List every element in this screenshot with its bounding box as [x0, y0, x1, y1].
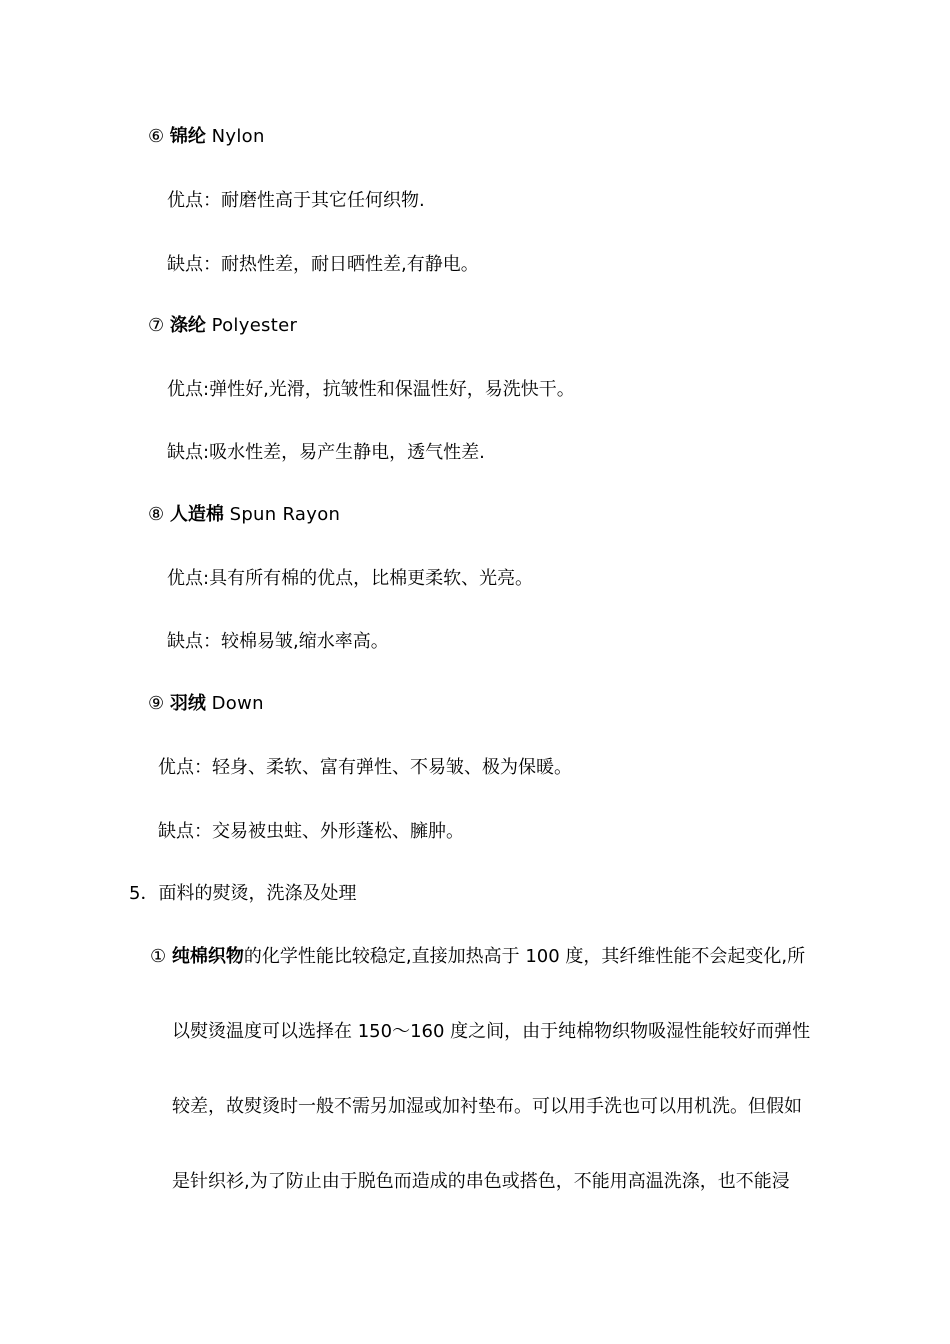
- pros-text: 优点：耐磨性高于其它任何织物.: [167, 190, 425, 211]
- cons-text: 缺点:吸水性差，易产生静电，透气性差.: [167, 442, 485, 463]
- section-number: ⑦: [148, 315, 165, 336]
- paragraph-line-1-text: 的化学性能比较稳定,直接加热高于 100 度，其纤维性能不会起变化,所: [243, 946, 806, 967]
- section-number: ⑧: [148, 504, 165, 525]
- fabric-name-cn: 人造棉: [169, 504, 224, 525]
- section-heading-nylon: [148, 125, 265, 149]
- paragraph-bold-term: 纯棉织物: [171, 946, 244, 967]
- pros-text: 优点：轻身、柔软、富有弹性、不易皱、极为保暖。: [158, 757, 572, 778]
- fabric-name-en: Down: [211, 693, 264, 714]
- section-number: ⑨: [148, 693, 165, 714]
- section-heading-down: [148, 692, 264, 716]
- fabric-name-en: Polyester: [211, 315, 298, 336]
- paragraph-line-2: 以熨烫温度可以选择在 150～160 度之间，由于纯棉物织物吸湿性能较好而弹性: [172, 1021, 811, 1042]
- section-heading-spun-rayon: [148, 503, 340, 527]
- fabric-name-en: Nylon: [211, 126, 265, 147]
- paragraph-number: ①: [150, 946, 167, 967]
- cons-text: 缺点：较棉易皱,缩水率高。: [167, 631, 389, 652]
- fabric-name-en: Spun Rayon: [229, 504, 341, 525]
- pros-text: 优点:弹性好,光滑，抗皱性和保温性好，易洗快干。: [167, 379, 575, 400]
- fabric-name-cn: 羽绒: [169, 693, 206, 714]
- section-number: ⑥: [148, 126, 165, 147]
- fabric-name-cn: 锦纶: [169, 126, 206, 147]
- cons-text: 缺点：交易被虫蛀、外形蓬松、臃肿。: [158, 821, 464, 842]
- paragraph-line-1: [150, 945, 805, 969]
- section-5-heading: 5．面料的熨烫，洗涤及处理: [129, 883, 357, 904]
- fabric-name-cn: 涤纶: [169, 315, 206, 336]
- section-heading-polyester: [148, 314, 297, 338]
- paragraph-line-3: 较差，故熨烫时一般不需另加湿或加衬垫布。可以用手洗也可以用机洗。但假如: [172, 1096, 802, 1117]
- pros-text: 优点:具有所有棉的优点，比棉更柔软、光亮。: [167, 568, 534, 589]
- cons-text: 缺点：耐热性差，耐日晒性差,有静电。: [167, 254, 479, 275]
- paragraph-line-4: 是针织衫,为了防止由于脱色而造成的串色或搭色，不能用高温洗涤，也不能浸: [172, 1171, 790, 1192]
